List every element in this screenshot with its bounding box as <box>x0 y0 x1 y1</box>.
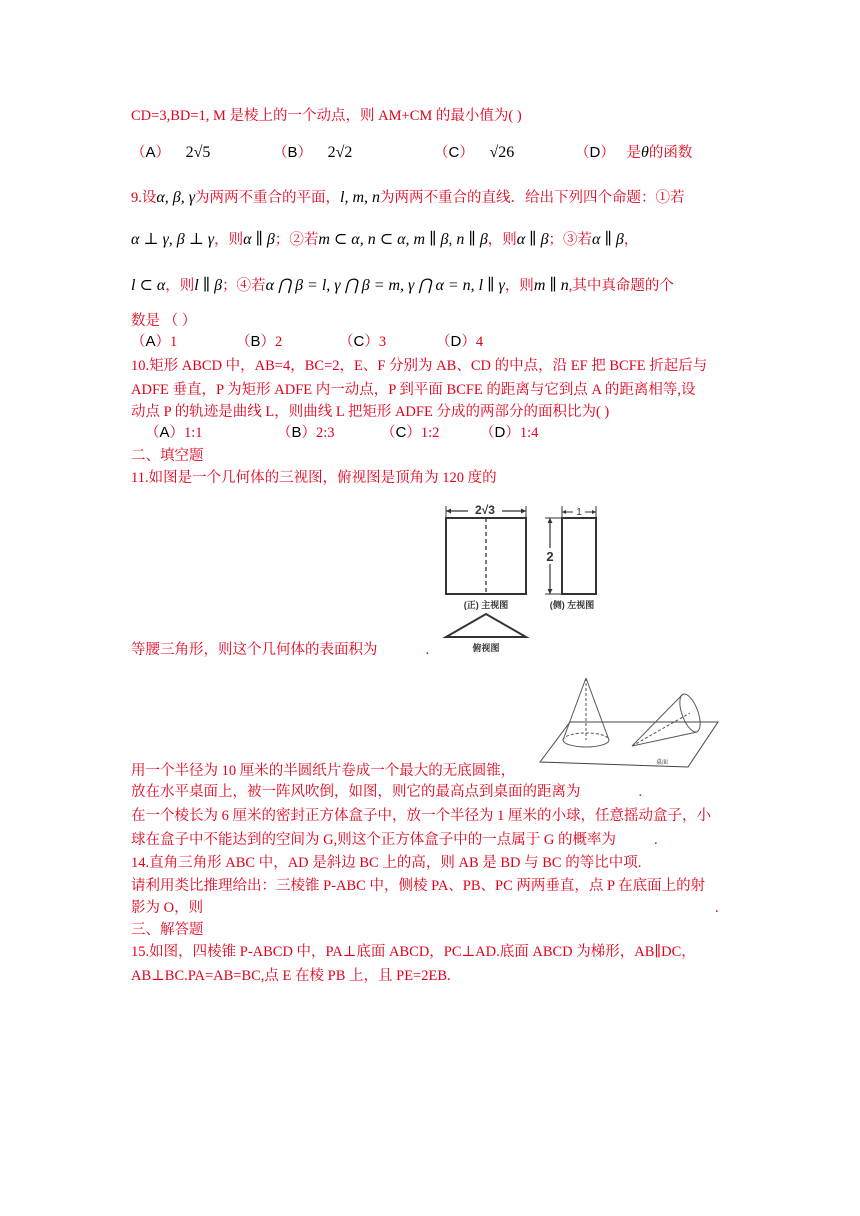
section-2-heading: 二、填空题 <box>131 448 204 464</box>
plan-view-triangle <box>446 614 526 637</box>
table-label: 桌面 <box>656 760 669 766</box>
q11-line1: 11.如图是一个几何体的三视图，俯视图是顶角为 120 度的 <box>131 470 497 486</box>
q13-line1: 在一个棱长为 6 厘米的密封正方体盒子中，放一个半径为 1 厘米的小球，任意摇动盒子，小 <box>131 808 711 824</box>
side-view-width-label: 1 <box>576 507 582 518</box>
fallen-cone <box>632 691 704 746</box>
front-view-caption: (正) 主视图 <box>463 600 509 610</box>
q11-line2: 等腰三角形，则这个几何体的表面积为 . <box>131 642 430 658</box>
q14-line2: 请利用类比推理给出：三棱锥 P-ABC 中，侧棱 PA、PB、PC 两两垂直，点 P 在底面上的射 <box>131 878 706 894</box>
q15-line1: 15.如图，四棱锥 P-ABCD 中，PA⊥底面 ABCD，PC⊥AD.底面 ABCD 为梯形，AB∥DC， <box>131 944 696 960</box>
q15-line2: AB⊥BC.PA=AB=BC,点 E 在棱 PB 上，且 PE=2EB. <box>131 968 451 984</box>
q12-line2: 放在水平桌面上，被一阵风吹倒，如图，则它的最高点到桌面的距离为 . <box>131 784 643 800</box>
q9-line4: 数是 （ ） <box>131 313 197 329</box>
q8-stem: CD=3,BD=1, M 是棱上的一个动点，则 AM+CM 的最小值为( ) <box>131 108 522 124</box>
q14-line1: 14.直角三角形 ABC 中，AD 是斜边 BC 上的高，则 AB 是 BD 与 BC 的等比中项. <box>131 855 642 871</box>
q9-option-d: （D）4 <box>436 333 484 350</box>
q9-option-c: （C）3 <box>339 333 387 350</box>
q8-option-b: （B） 2√2 <box>273 144 353 161</box>
three-view-figure <box>430 496 610 656</box>
q9-option-a: （A）1 <box>131 333 178 350</box>
q10-option-b: （B）2:3 <box>277 424 335 441</box>
side-view-height-label: 2 <box>546 549 554 564</box>
q10-option-d: （D）1:4 <box>480 424 539 441</box>
upright-cone <box>563 678 609 747</box>
q12-line1: 用一个半径为 10 厘米的半圆纸片卷成一个最大的无底圆锥， <box>131 763 516 779</box>
front-view-width-label: 2√3 <box>475 503 495 517</box>
q10-line3: 动点 P 的轨迹是曲线 L，则曲线 L 把矩形 ADFE 分成的两部分的面积比为( ) <box>131 404 610 420</box>
q8-option-a: （A） 2√5 <box>131 144 211 161</box>
q10-option-a: （A）1:1 <box>145 424 203 441</box>
q9-line3: l ⊂ α，则l ∥ β；④若α ⋂ β = l, γ ⋂ β = m, γ ⋂ α = n, l ∥ γ，则m ∥ n,其中真命题的个 <box>131 277 674 294</box>
q14-line3-end: . <box>715 900 719 916</box>
q8-option-d: （D） 是θ的函数 <box>575 144 693 161</box>
q10-option-c: （C）1:2 <box>381 424 440 441</box>
q10-line2: ADFE 垂直，P 为矩形 ADFE 内一动点，P 到平面 BCFE 的距离与它到点 A 的距离相等,设 <box>131 382 696 398</box>
q9-line1: 9.设α, β, γ为两两不重合的平面，l, m, n为两两不重合的直线．给出下列四个命题：①若 <box>131 189 685 206</box>
cone-figure <box>536 676 726 776</box>
q13-line2: 球在盒子中不能达到的空间为 G,则这个正方体盒子中的一点属于 G 的概率为 . <box>131 832 658 848</box>
side-view-caption: (侧) 左视图 <box>549 600 595 610</box>
front-view <box>446 506 526 594</box>
q10-line1: 10.矩形 ABCD 中，AB=4，BC=2，E、F 分别为 AB、CD 的中点，沿 EF 把 BCFE 折起后与 <box>131 358 708 374</box>
q9-line2: α ⊥ γ, β ⊥ γ，则α ∥ β；②若m ⊂ α, n ⊂ α, m ∥ β, n ∥ β，则α ∥ β；③若α ∥ β， <box>131 231 639 248</box>
q9-option-b: （B）2 <box>236 333 283 350</box>
plan-view-caption: 俯视图 <box>472 643 500 653</box>
q14-line3: 影为 O，则 <box>131 900 204 916</box>
q8-option-c: （C） √26 <box>434 144 515 161</box>
section-3-heading: 三、解答题 <box>131 922 204 938</box>
